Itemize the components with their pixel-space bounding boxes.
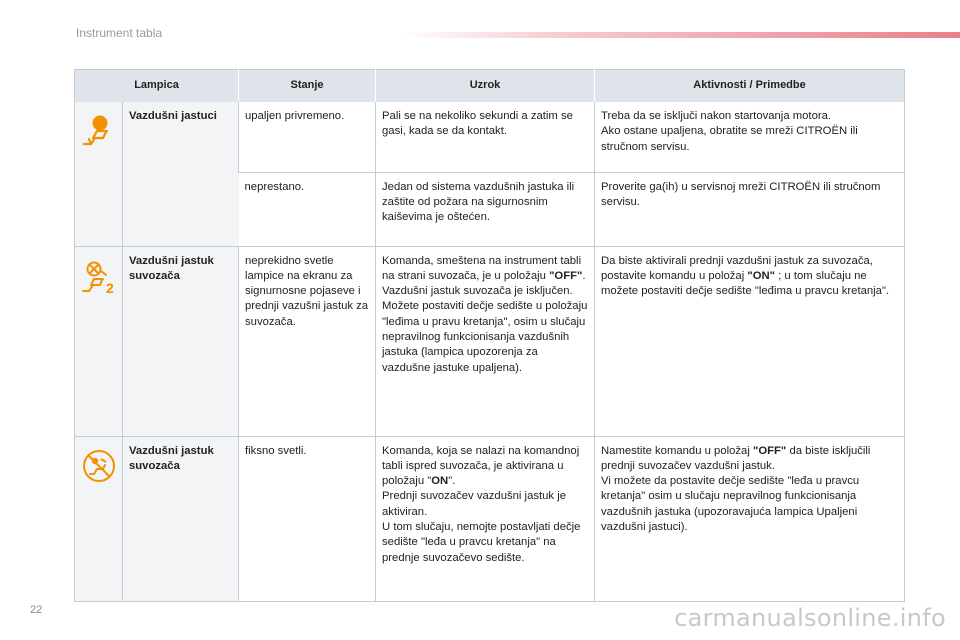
cause-text-end: ". — [448, 475, 456, 488]
column-header-aktivnosti: Aktivnosti / Primedbe — [595, 70, 905, 103]
cause-cell: Pali se na nekoliko sekundi a zatim se gasi, kada se da kontakt. — [376, 102, 595, 172]
cause-text: U tom slučaju, nemojte postavljati dečje sedište "leđa u pravcu kretanja" na prednje suvozačevo sedište. — [382, 520, 581, 564]
cause-text-part: Komanda, koja se nalazi na komandnoj tabli ispred suvozača, je aktivirana u položaju " — [382, 444, 580, 488]
action-cell: Proverite ga(ih) u servisnoj mreži CITROËN ili stručnom servisu. — [595, 172, 905, 246]
cause-text: Vazdušni jastuk suvozača je isključen. — [382, 285, 573, 298]
cause-text: Možete postaviti dečje sedište u položaju "leđima u pravu kretanja", osim u slučaju nepravilnog funkcionisanja vazdušnih jastuka (lampica upozorenja za vazdušne jastuke upaljena). — [382, 300, 588, 374]
page-number: 22 — [30, 604, 43, 616]
cause-text — [382, 444, 588, 490]
lamp-name-passenger-airbag: Vazdušni jastuk suvozača — [123, 246, 239, 436]
action-text-part: da biste isključili prednji suvozačev vazdušni jastuk. — [601, 444, 871, 472]
airbag-warning-icon — [81, 114, 117, 148]
table-header-row — [75, 70, 905, 103]
lamp-name-airbags: Vazdušni jastuci — [123, 102, 239, 246]
header-decoration-line — [400, 32, 960, 38]
state-cell: upaljen privremeno. — [239, 102, 376, 172]
key-position-on: ON — [431, 475, 449, 488]
action-text: Treba da se isključi nakon startovanja motora. — [601, 110, 832, 122]
passenger-airbag-off-icon — [81, 259, 117, 295]
state-cell: neprekidno svetle lampice na ekranu za signurnosne pojaseve i prednji vazušni jastuk za suvozača. — [239, 246, 376, 436]
action-text-part: Da biste aktivirali prednji vazdušni jastuk za suvozača, postavite komandu u položaj — [601, 254, 873, 282]
cause-text-end: . — [582, 269, 586, 282]
cause-cell — [376, 246, 595, 436]
airbag-icon-cell — [75, 102, 123, 246]
action-text: Ako ostane upaljena, obratite se mreži CITROËN ili stručnom servisu. — [601, 125, 858, 153]
section-title: Instrument tabla — [76, 26, 163, 40]
table-row — [75, 436, 905, 601]
passenger-airbag-on-icon — [82, 449, 116, 483]
cause-cell — [376, 436, 595, 601]
action-cell — [595, 246, 905, 436]
cause-text-part: Komanda, smeštena na instrument tabli na strani suvozača, je u položaju — [382, 254, 582, 282]
column-header-uzrok: Uzrok — [376, 70, 595, 103]
cause-text: Prednji suvozačev vazdušni jastuk je aktiviran. — [382, 490, 566, 518]
airbag-on-icon-cell — [75, 436, 123, 601]
warning-lamps-table — [74, 69, 905, 602]
action-text-part: ; u tom slučaju ne možete postaviti dečje sedište "leđima u pravcu kretanja". — [601, 269, 890, 298]
action-cell — [595, 102, 905, 172]
state-cell: fiksno svetli. — [239, 436, 376, 601]
lamp-name-passenger-airbag-on: Vazdušni jastuk suvozača — [123, 436, 239, 601]
svg-text:2: 2 — [106, 279, 114, 295]
table-row — [75, 246, 905, 436]
column-header-lampica: Lampica — [75, 70, 239, 103]
key-position-off: "OFF" — [752, 444, 787, 457]
key-position-on: "ON" — [747, 269, 776, 282]
action-text — [601, 444, 898, 475]
action-text — [601, 254, 898, 300]
key-position-off: "OFF" — [549, 269, 583, 282]
cause-text — [382, 254, 588, 285]
cause-cell: Jedan od sistema vazdušnih jastuka ili zaštite od požara na sigurnosnim kaiševima je oštećen. — [376, 172, 595, 246]
action-text: Vi možete da postavite dečje sedište "leđa u pravcu kretanja" osim u slučaju nepravilnog funkcionisanja vazdušnih jastuka (upozoravajuća lampica Upaljeni vazdušni jastuci). — [601, 475, 860, 533]
action-cell — [595, 436, 905, 601]
table-row — [75, 102, 905, 172]
watermark: carmanualsonline.info — [674, 604, 946, 632]
action-text-part: Namestite komandu u položaj — [601, 444, 750, 457]
column-header-stanje: Stanje — [239, 70, 376, 103]
state-cell: neprestano. — [239, 172, 376, 246]
airbag-off-icon-cell — [75, 246, 123, 436]
